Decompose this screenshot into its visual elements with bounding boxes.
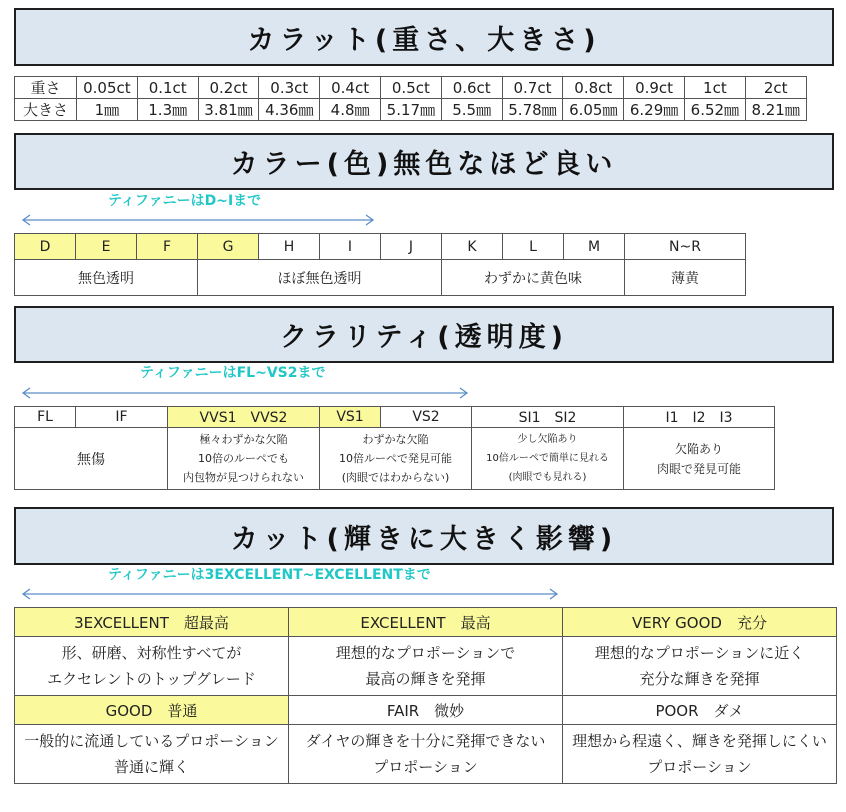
clarity-desc-flawless: 無傷 xyxy=(15,428,168,490)
clarity-range-arrow xyxy=(20,386,470,400)
clarity-desc-row xyxy=(15,428,775,490)
row-label-weight: 重さ xyxy=(15,77,77,99)
color-group: 薄黄 xyxy=(625,260,746,296)
clarity-header: クラリティ(透明度) xyxy=(14,306,834,363)
row-label-size: 大きさ xyxy=(15,99,77,121)
weight-cell: 0.5ct xyxy=(380,77,441,99)
cut-tiffany-note: ティファニーは3EXCELLENT~EXCELLENTまで xyxy=(108,567,431,583)
weight-cell: 1ct xyxy=(684,77,745,99)
color-range-arrow xyxy=(20,213,376,227)
size-cell: 6.29㎜ xyxy=(624,99,685,121)
color-grade: F xyxy=(137,234,198,260)
clarity-grade: IF xyxy=(76,407,168,428)
color-grade: L xyxy=(503,234,564,260)
cut-desc-row xyxy=(15,725,837,784)
weight-cell: 0.6ct xyxy=(441,77,502,99)
cut-grade-label: FAIR 微妙 xyxy=(289,696,563,725)
color-table xyxy=(14,233,746,296)
size-cell: 6.05㎜ xyxy=(563,99,624,121)
clarity-grade: VS1 xyxy=(320,407,381,428)
cut-grade-desc: 形、研磨、対称性すべてが エクセレントのトップグレード xyxy=(15,637,289,696)
weight-cell: 0.1ct xyxy=(137,77,198,99)
size-cell: 6.52㎜ xyxy=(684,99,745,121)
clarity-grade: FL xyxy=(15,407,76,428)
size-cell: 5.78㎜ xyxy=(502,99,563,121)
weight-cell: 2ct xyxy=(745,77,806,99)
color-grade: N~R xyxy=(625,234,746,260)
weight-cell: 0.4ct xyxy=(320,77,381,99)
clarity-tiffany-note: ティファニーはFL~VS2まで xyxy=(140,365,326,381)
weight-cell: 0.7ct xyxy=(502,77,563,99)
color-tiffany-note: ティファニーはD~Iまで xyxy=(108,193,262,209)
cut-grade-label: 3EXCELLENT 超最高 xyxy=(15,608,289,637)
cut-grade-label: GOOD 普通 xyxy=(15,696,289,725)
color-grade: M xyxy=(564,234,625,260)
carat-size-row xyxy=(15,99,807,121)
size-cell: 4.8㎜ xyxy=(320,99,381,121)
size-cell: 4.36㎜ xyxy=(259,99,320,121)
color-group: わずかに黄色味 xyxy=(442,260,625,296)
cut-grade-desc: ダイヤの輝きを十分に発揮できない プロポーション xyxy=(289,725,563,784)
size-cell: 1.3㎜ xyxy=(137,99,198,121)
cut-label-row xyxy=(15,696,837,725)
size-cell: 5.17㎜ xyxy=(380,99,441,121)
clarity-desc-i: 欠陥あり 肉眼で発見可能 xyxy=(624,428,775,490)
cut-range-arrow xyxy=(20,587,560,601)
clarity-desc-si: 少し欠陥あり 10倍ルーペで簡単に見れる (肉眼でも見れる) xyxy=(472,428,624,490)
weight-cell: 0.8ct xyxy=(563,77,624,99)
weight-cell: 0.2ct xyxy=(198,77,259,99)
clarity-grade: SI1 SI2 xyxy=(472,407,624,428)
size-cell: 8.21㎜ xyxy=(745,99,806,121)
clarity-grade: VVS1 VVS2 xyxy=(168,407,320,428)
clarity-grade-row xyxy=(15,407,775,428)
size-cell: 5.5㎜ xyxy=(441,99,502,121)
carat-weight-row xyxy=(15,77,807,99)
cut-header: カット(輝きに大きく影響) xyxy=(14,507,834,565)
clarity-table xyxy=(14,406,775,490)
cut-grade-label: VERY GOOD 充分 xyxy=(563,608,837,637)
carat-header: カラット(重さ、大きさ) xyxy=(14,8,834,66)
clarity-desc-vvs: 極々わずかな欠陥 10倍のルーペでも 内包物が見つけられない xyxy=(168,428,320,490)
cut-label-row xyxy=(15,608,837,637)
weight-cell: 0.9ct xyxy=(624,77,685,99)
color-header: カラー(色)無色なほど良い xyxy=(14,133,834,190)
clarity-grade: VS2 xyxy=(381,407,472,428)
weight-cell: 0.3ct xyxy=(259,77,320,99)
cut-grade-desc: 一般的に流通しているプロポーション 普通に輝く xyxy=(15,725,289,784)
color-grade: E xyxy=(76,234,137,260)
color-grade: G xyxy=(198,234,259,260)
carat-table xyxy=(14,76,807,121)
cut-grade-label: POOR ダメ xyxy=(563,696,837,725)
color-grade: H xyxy=(259,234,320,260)
size-cell: 3.81㎜ xyxy=(198,99,259,121)
cut-grade-desc: 理想的なプロポーションで 最高の輝きを発揮 xyxy=(289,637,563,696)
cut-grade-label: EXCELLENT 最高 xyxy=(289,608,563,637)
color-grade: I xyxy=(320,234,381,260)
color-group: 無色透明 xyxy=(15,260,198,296)
clarity-grade: I1 I2 I3 xyxy=(624,407,775,428)
size-cell: 1㎜ xyxy=(77,99,138,121)
color-grade: D xyxy=(15,234,76,260)
color-grade: K xyxy=(442,234,503,260)
color-grade-row xyxy=(15,234,746,260)
color-group-row xyxy=(15,260,746,296)
cut-table xyxy=(14,607,837,784)
color-grade: J xyxy=(381,234,442,260)
cut-grade-desc: 理想から程遠く、輝きを発揮しにくい プロポーション xyxy=(563,725,837,784)
color-group: ほぼ無色透明 xyxy=(198,260,442,296)
weight-cell: 0.05ct xyxy=(77,77,138,99)
cut-desc-row xyxy=(15,637,837,696)
cut-grade-desc: 理想的なプロポーションに近く 充分な輝きを発揮 xyxy=(563,637,837,696)
clarity-desc-vs: わずかな欠陥 10倍ルーペで発見可能 (肉眼ではわからない) xyxy=(320,428,472,490)
